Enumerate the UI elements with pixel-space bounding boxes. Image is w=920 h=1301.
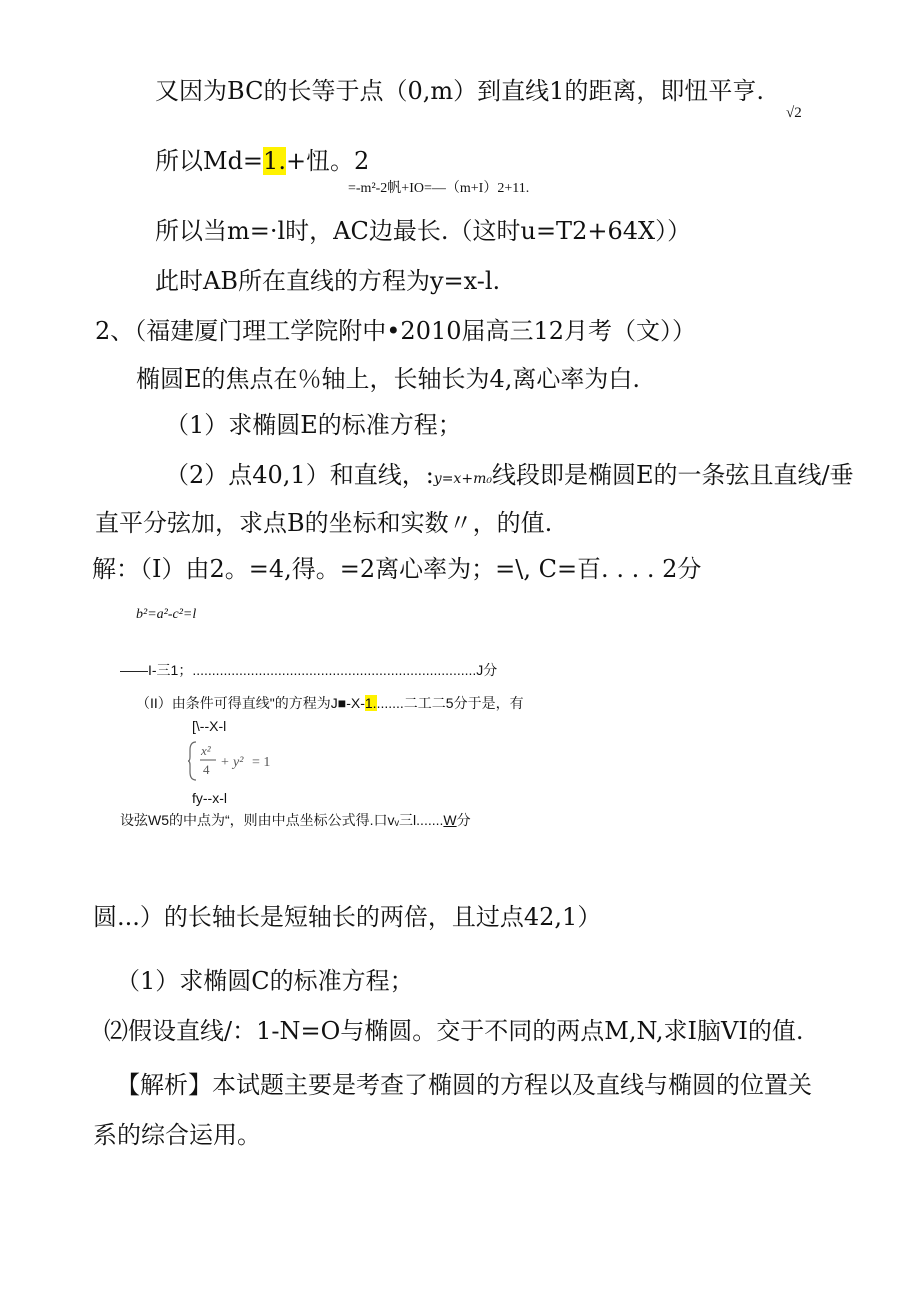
question-2-line-formula: y=x+m₀ bbox=[433, 471, 492, 487]
system-bottom-line: fy--x-l bbox=[192, 790, 227, 806]
svg-text:x²: x² bbox=[201, 743, 211, 758]
ellipse-result-line: ——I-三1；.........................................................................J分 bbox=[120, 662, 498, 678]
svg-text:4: 4 bbox=[203, 762, 210, 777]
quadratic-line: =-m²-2帆+IO=—（m+I）2+11. bbox=[348, 181, 530, 196]
analysis-line-1: 【解析】本试题主要是考查了椭圆的方程以及直线与椭圆的位置关 bbox=[116, 1071, 812, 1099]
chord-midpoint-underlined: W bbox=[443, 812, 457, 828]
solution-part-2-highlight: 1. bbox=[364, 695, 377, 711]
analysis-line-2: 系的综合运用。 bbox=[93, 1121, 261, 1149]
solution-part-2-text-b: .......二工二5分于是，有 bbox=[376, 695, 524, 711]
chord-midpoint-line bbox=[120, 810, 471, 830]
ac-longest-line: 所以当m=·l时，AC边最长.（这时u=T2+64X）） bbox=[155, 217, 692, 245]
question-3-part-2: ⑵假设直线/：1-N=O与椭圆。交于不同的两点M,N,求I脑VI的值. bbox=[104, 1017, 804, 1045]
svg-text:= 1: = 1 bbox=[252, 755, 271, 770]
question-2-part-1: （1）求椭圆E的标准方程； bbox=[165, 411, 462, 439]
question-2-part-2-text-b: 线段即是椭圆E的一条弦且直线/垂 bbox=[491, 461, 854, 489]
system-equation-text bbox=[188, 738, 189, 739]
system-top-line: [\--X-l bbox=[192, 718, 227, 734]
bc-length-line: 又因为BC的长等于点（0,m）到直线1的距离，即忸平亨. bbox=[155, 77, 764, 105]
svg-text:y²: y² bbox=[233, 755, 244, 770]
svg-text:+: + bbox=[221, 755, 229, 770]
question-2-part-2-cont: 直平分弦加，求点B的坐标和实数〃，的值. bbox=[95, 509, 553, 537]
question-2-part-2-text-a: （2）点40,1）和直线，: bbox=[165, 461, 434, 489]
question-2-part-2 bbox=[165, 460, 854, 494]
md-line-text-a: 所以Md= bbox=[155, 147, 264, 175]
md-line bbox=[155, 146, 369, 176]
md-line-text-b: +忸。2 bbox=[285, 147, 370, 175]
b-squared-equation: b²=a²-c²=l bbox=[136, 607, 197, 622]
chord-midpoint-text-a: 设弦W5的中点为“，则由中点坐标公式得.口vᵥ三l....... bbox=[120, 812, 444, 828]
chord-midpoint-text-c: 分 bbox=[456, 812, 471, 828]
sqrt2-note: √2 bbox=[786, 105, 802, 121]
md-line-highlight: 1. bbox=[263, 147, 286, 175]
question-3-part-1: （1）求椭圆C的标准方程； bbox=[116, 967, 414, 995]
brace-icon bbox=[188, 738, 284, 784]
system-equation-image bbox=[188, 738, 284, 784]
solution-part-1: 解：（I）由2。=4,得。=2离心率为；=\, C=百. . . . 2分 bbox=[92, 555, 702, 583]
solution-part-2 bbox=[136, 693, 524, 713]
question-3-statement: 圆...）的长轴长是短轴长的两倍，且过点42,1） bbox=[93, 903, 602, 931]
ab-equation-line: 此时AB所在直线的方程为y=x-l. bbox=[155, 267, 501, 295]
question-2-statement: 椭圆E的焦点在％轴上，长轴长为4,离心率为白. bbox=[136, 365, 641, 393]
solution-part-2-text-a: （II）由条件可得直线"的方程为J■-X- bbox=[136, 695, 365, 711]
question-2-title: 2、（福建厦门理工学院附中•2010届高三12月考（文）） bbox=[95, 317, 697, 345]
